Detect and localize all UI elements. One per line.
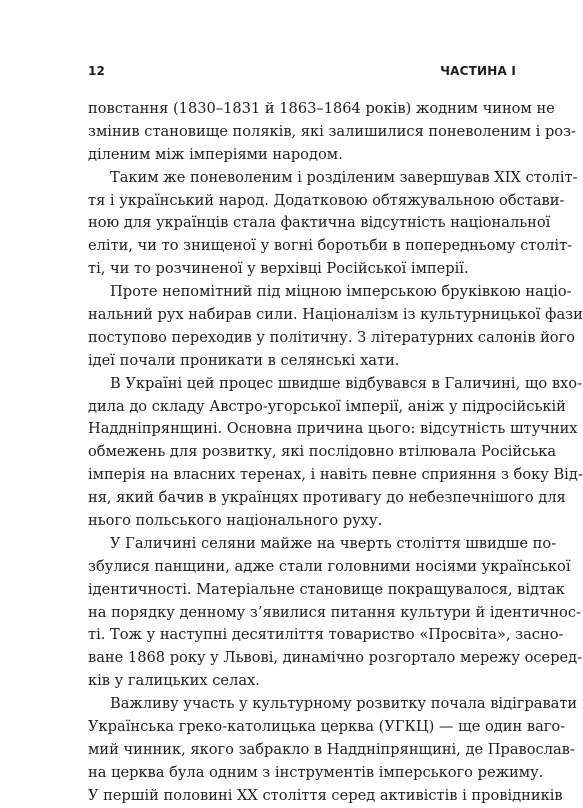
text-line: дила до складу Австро-угорської імперії, аніж у підросійській [88, 397, 566, 415]
text-line: еліти, чи то знищеної у вогні боротьби в попередньому століт- [88, 237, 573, 255]
text-line: Українська греко-католицька церква (УГКЦ) — ще один ваго- [88, 718, 566, 736]
paragraph [88, 373, 583, 533]
section-title: ЧАСТИНА І [440, 64, 516, 78]
text-line: ків у галицьких селах. [88, 672, 260, 690]
text-line: Проте непомітний під міцною імперською бруківкою націо- [110, 283, 572, 301]
text-line: ті. Тож у наступні десятиліття товариство «Просвіта», засно- [88, 626, 564, 644]
paragraph [88, 693, 578, 807]
text-line: ті, чи то розчиненої у верхівці Російської імперії. [88, 260, 469, 278]
body-text [88, 98, 583, 808]
text-line: У Галичині селяни майже на чверть століття швидше по- [110, 534, 557, 552]
paragraph [88, 533, 583, 693]
text-line: тя і український народ. Додатковою обтяжувальною обстави- [88, 191, 565, 209]
text-line: Наддніпрянщині. Основна причина цього: відсутність штучних [88, 420, 578, 438]
text-line: повстання (1830–1831 й 1863–1864 років) жодним чином не [88, 100, 555, 117]
text-line: імперія на власних теренах, і навіть певне сприяння з боку Від- [88, 466, 583, 484]
text-line: змінив становище поляків, які залишилися поневоленим і роз- [88, 122, 576, 140]
text-line: ідентичності. Матеріальне становище покращувалося, відтак [88, 580, 565, 598]
text-line: на порядку денному з’явилися питання культури й ідентичнос- [88, 603, 581, 621]
text-line: поступово переходив у політичну. З літературних салонів його [88, 328, 576, 346]
text-line: Таким же поневоленим і розділеним завершував ХІХ століт- [110, 168, 578, 186]
page-number: 12 [88, 64, 106, 78]
paragraph [88, 98, 576, 167]
text-line: на церква була одним з інструментів імперського режиму. [88, 763, 544, 781]
running-head [88, 64, 516, 84]
text-line: Важливу участь у культурному розвитку почала відігравати [110, 695, 578, 713]
text-line: В Україні цей процес швидше відбувався в Галичині, що вхо- [110, 374, 583, 392]
text-line: У першій половині ХХ століття серед активістів і провідників [88, 786, 563, 804]
text-line: нальний рух набирав сили. Націоналізм із культурницької фази [88, 306, 583, 324]
text-line: нього польського національного руху. [88, 512, 383, 530]
text-line: ня, який бачив в українцях противагу до небезпечнішого для [88, 489, 566, 507]
text-line: діленим між імперіями народом. [88, 145, 343, 163]
paragraph [88, 167, 578, 281]
paragraph [88, 281, 583, 373]
text-line: ною для українців стала фактична відсутність національної [88, 214, 551, 232]
text-line: ване 1868 року у Львові, динамічно розгортало мережу осеред- [88, 649, 583, 667]
text-line: ідеї почали проникати в селянські хати. [88, 351, 400, 369]
text-line: збулися панщини, адже стали головними носіями української [88, 557, 571, 575]
text-line: мий чинник, якого забракло в Наддніпрянщині, де Православ- [88, 740, 575, 758]
text-line: обмежень для розвитку, які послідовно втілювала Російська [88, 443, 557, 461]
